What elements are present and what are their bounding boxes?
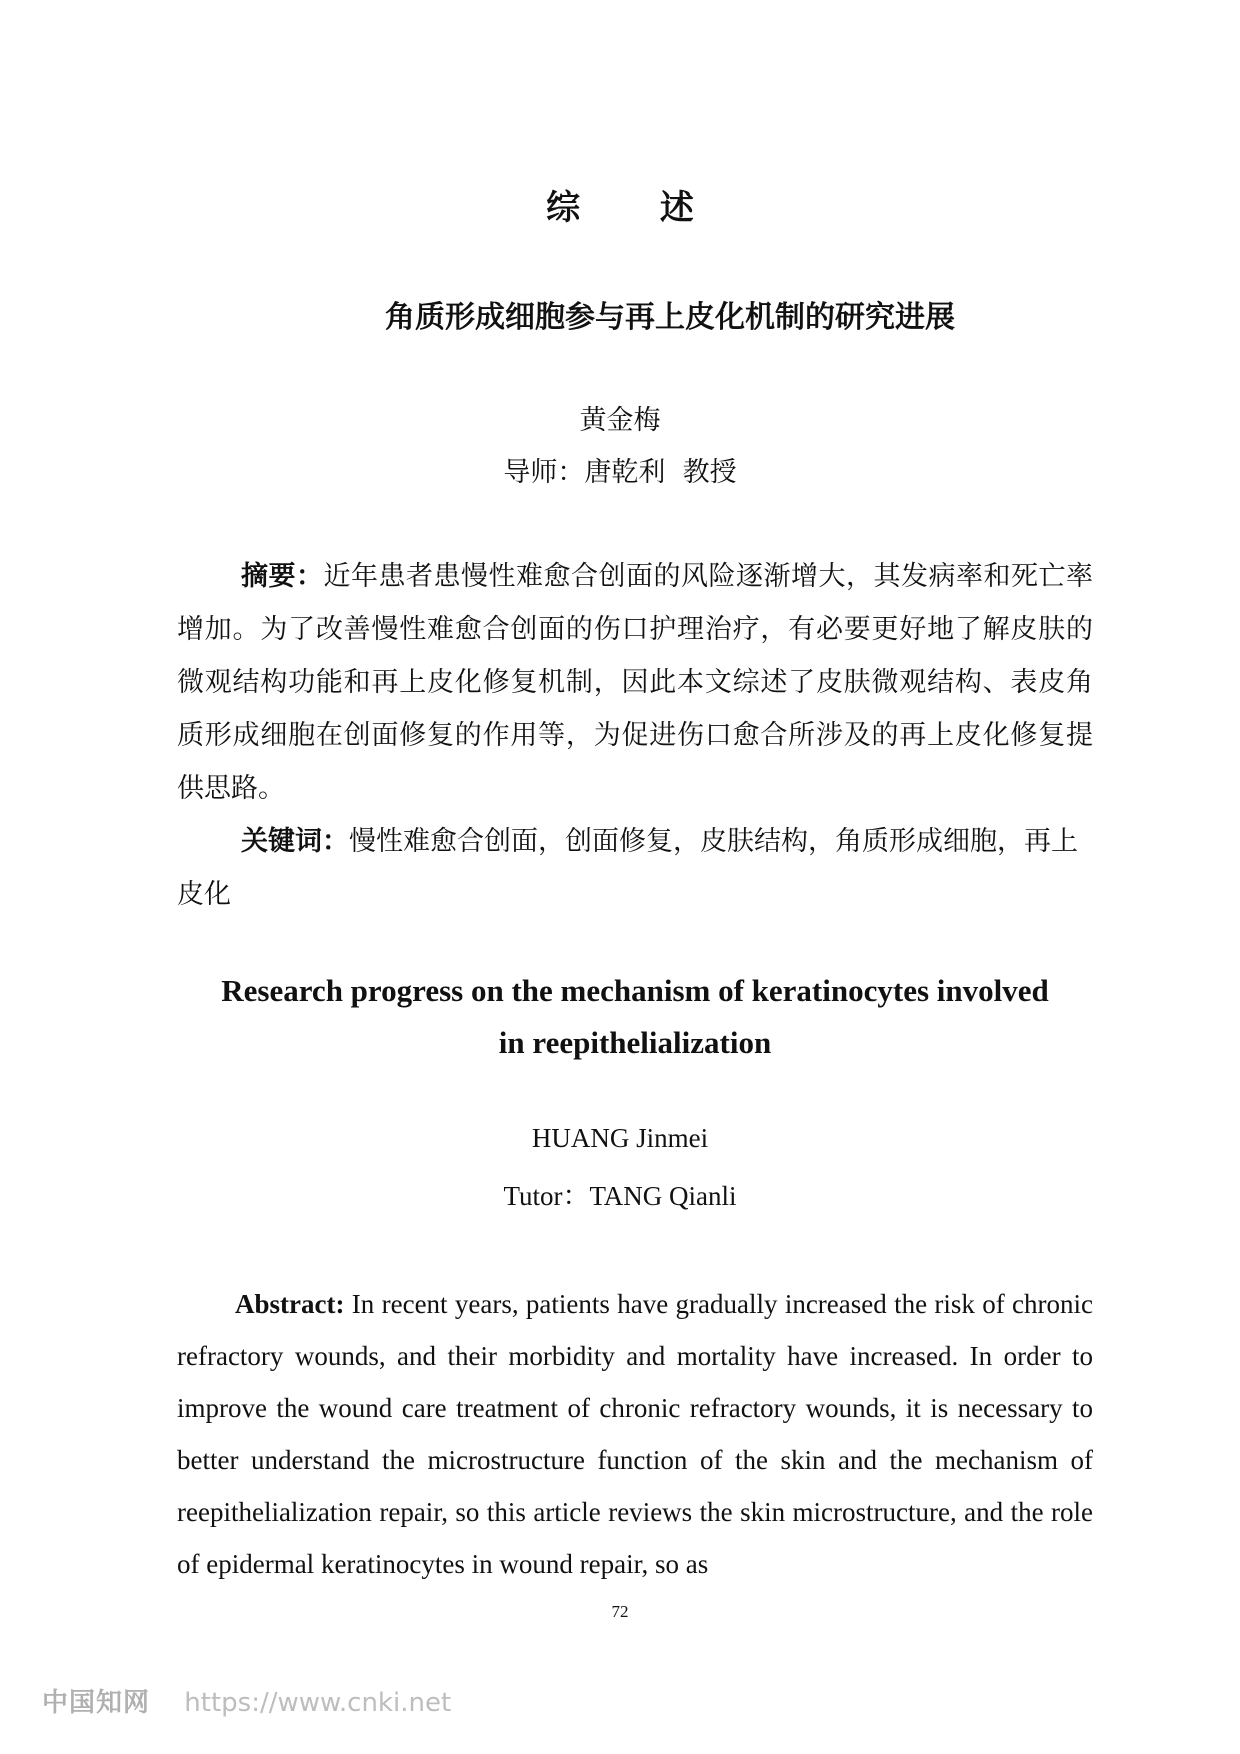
watermark-site-name: 中国知网 [42,1688,151,1718]
chinese-keywords-label: 关键词： [241,826,349,857]
section-heading: 综 述 [546,188,728,228]
chinese-abstract-label: 摘要： [241,561,324,592]
chinese-tutor: 导师：唐乾利 教授 [503,457,737,488]
english-title [170,965,1100,1069]
chinese-title: 角质形成细胞参与再上皮化机制的研究进展 [385,300,955,335]
chinese-author: 黄金梅 [579,405,661,436]
english-title-line-1: Research progress on the mechanism of keratinocytes involved [221,973,1049,1008]
english-tutor: Tutor：TANG Qianli [503,1181,737,1211]
chinese-keywords [177,815,1093,921]
english-abstract-text: In recent years, patients have gradually increased the risk of chronic refractory wounds, and their morbidity and mortality have increased. In order to improve the wound care treatment of chronic refractory wounds, it is necessary to better understand the microstructure function of the skin and the mechanism of reepithelialization repair, so this article reviews the skin microstructure, and the role of epidermal keratinocytes in wound repair, so as [177,1289,1093,1579]
english-abstract [177,1278,1093,1590]
english-abstract-label: Abstract: [235,1289,345,1319]
watermark-url: https://www.cnki.net [184,1688,452,1718]
chinese-abstract [177,550,1093,815]
page-number: 72 [611,1602,629,1621]
chinese-keywords-text: 慢性难愈合创面，创面修复，皮肤结构，角质形成细胞，再上皮化 [177,826,1078,910]
cnki-watermark [42,1682,451,1719]
chinese-abstract-text: 近年患者患慢性难愈合创面的风险逐渐增大，其发病率和死亡率增加。为了改善慢性难愈合创面的伤口护理治疗，有必要更好地了解皮肤的微观结构功能和再上皮化修复机制，因此本文综述了皮肤微观结构、表皮角质形成细胞在创面修复的作用等，为促进伤口愈合所涉及的再上皮化修复提供思路。 [177,561,1093,804]
english-title-line-2: in reepithelialization [498,1025,772,1060]
english-author: HUANG Jinmei [531,1123,709,1153]
